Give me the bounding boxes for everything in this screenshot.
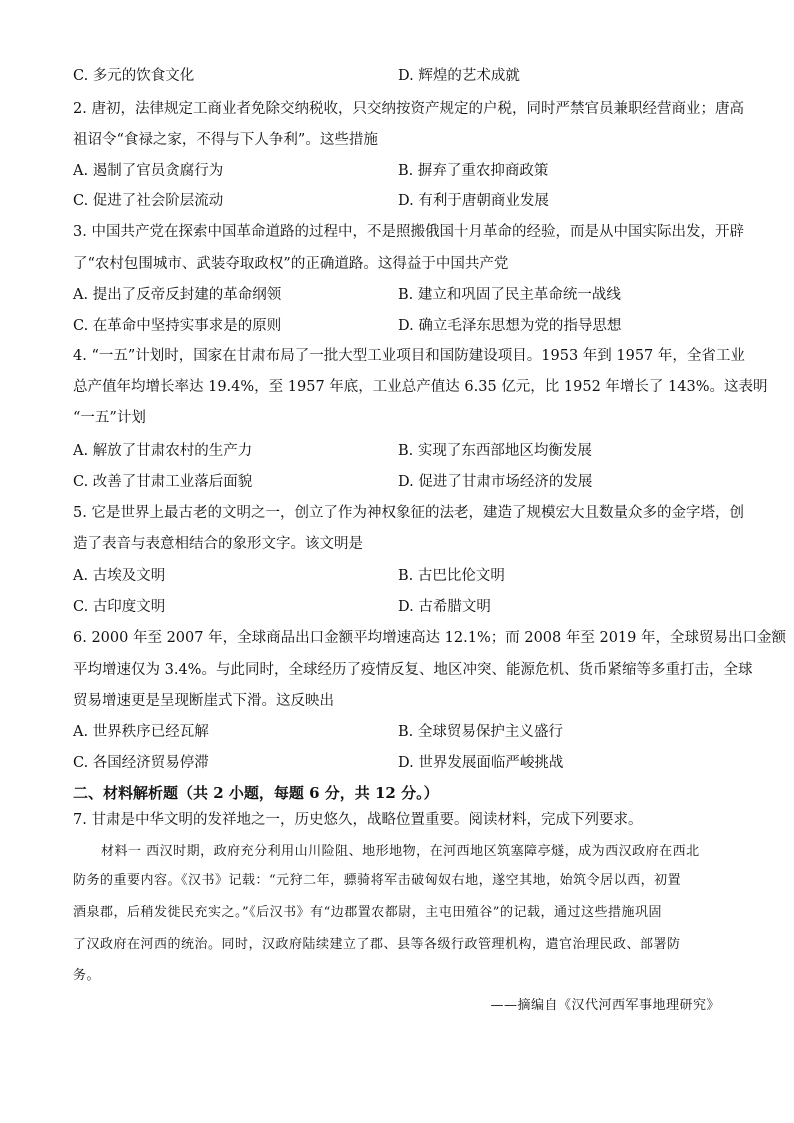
- q3-option-b: B. 建立和巩固了民主革命统一战线: [398, 287, 621, 303]
- q6-stem-line-2: 平均增速仅为 3.4%。与此同时，全球经历了疫情反复、地区冲突、能源危机、货币紧缩等多重打击，全球: [73, 662, 753, 678]
- section-2-title: 二、材料解析题（共 2 小题，每题 6 分，共 12 分。）: [73, 784, 439, 802]
- q4-option-d: D. 促进了甘肃市场经济的发展: [398, 474, 593, 490]
- q7-stem: 7. 甘肃是中华文明的发祥地之一，历史悠久，战略位置重要。阅读材料，完成下列要求。: [73, 812, 643, 828]
- q3-stem-line-2: 了“农村包围城市、武装夺取政权”的正确道路。这得益于中国共产党: [73, 256, 509, 272]
- q3-stem-line-1: 3. 中国共产党在探索中国革命道路的过程中，不是照搬俄国十月革命的经验，而是从中国实际出发，开辟: [73, 224, 744, 240]
- q7-material-line-4: 了汉政府在河西的统治。同时，汉政府陆续建立了郡、县等各级行政管理机构，遣官治理民政、部署防: [73, 937, 681, 952]
- q2-option-a: A. 遏制了官员贪腐行为: [73, 163, 224, 179]
- q7-source: ——摘编自《汉代河西军事地理研究》: [490, 998, 720, 1013]
- q1-option-c: C. 多元的饮食文化: [73, 68, 195, 84]
- q6-option-c: C. 各国经济贸易停滞: [73, 755, 209, 771]
- q5-option-a: A. 古埃及文明: [73, 568, 166, 584]
- q2-option-b: B. 摒弃了重农抑商政策: [398, 163, 549, 179]
- q7-material-line-5: 务。: [73, 968, 101, 983]
- q5-option-d: D. 古希腊文明: [398, 599, 491, 615]
- q3-option-d: D. 确立毛泽东思想为党的指导思想: [398, 318, 622, 334]
- q6-option-b: B. 全球贸易保护主义盛行: [398, 724, 563, 740]
- q1-option-d: D. 辉煌的艺术成就: [398, 68, 520, 84]
- q5-stem-line-2: 造了表音与表意相结合的象形文字。该文明是: [73, 536, 363, 552]
- q7-material-line-2: 防务的重要内容。《汉书》记载：“元狩二年，骠骑将军击破匈奴右地，遂空其地，始筑令居以西，初置: [73, 873, 682, 888]
- q4-option-c: C. 改善了甘肃工业落后面貌: [73, 474, 253, 490]
- q6-stem-line-3: 贸易增速更是呈现断崖式下滑。这反映出: [73, 693, 334, 709]
- q5-option-b: B. 古巴比伦文明: [398, 568, 505, 584]
- q5-stem-line-1: 5. 它是世界上最古老的文明之一，创立了作为神权象征的法老，建造了规模宏大且数量众多的金字塔，创: [73, 505, 744, 521]
- q4-option-b: B. 实现了东西部地区均衡发展: [398, 443, 592, 459]
- q4-stem-line-1: 4. “一五”计划时，国家在甘肃布局了一批大型工业项目和国防建设项目。1953 年到 1957 年，全省工业: [73, 348, 745, 364]
- q2-stem-line-2: 祖诏令“食禄之家，不得与下人争利”。这些措施: [73, 132, 378, 148]
- q3-option-c: C. 在革命中坚持实事求是的原则: [73, 318, 282, 334]
- q2-option-d: D. 有利于唐朝商业发展: [398, 193, 549, 209]
- q7-material-line-3: 酒泉郡，后稍发徙民充实之。”《后汉书》有“边郡置农都尉，主屯田殖谷”的记载，通过这些措施巩固: [73, 905, 662, 920]
- q6-option-d: D. 世界发展面临严峻挑战: [398, 755, 564, 771]
- q4-option-a: A. 解放了甘肃农村的生产力: [73, 443, 253, 459]
- q6-stem-line-1: 6. 2000 年至 2007 年，全球商品出口金额平均增速高达 12.1%；而 2008 年至 2019 年，全球贸易出口金额: [73, 630, 786, 646]
- q7-material-line-1: 材料一 西汉时期，政府充分利用山川险阻、地形地物，在河西地区筑塞障亭燧，成为西汉政府在西北: [101, 844, 700, 859]
- q4-stem-line-3: “一五”计划: [73, 410, 146, 426]
- q5-option-c: C. 古印度文明: [73, 599, 166, 615]
- q4-stem-line-2: 总产值年均增长率达 19.4%，至 1957 年底，工业总产值达 6.35 亿元，比 1952 年增长了 143%。这表明: [73, 379, 768, 395]
- q2-option-c: C. 促进了社会阶层流动: [73, 193, 224, 209]
- q6-option-a: A. 世界秩序已经瓦解: [73, 724, 209, 740]
- q2-stem-line-1: 2. 唐初，法律规定工商业者免除交纳税收，只交纳按资产规定的户税，同时严禁官员兼职经营商业；唐高: [73, 101, 744, 117]
- q3-option-a: A. 提出了反帝反封建的革命纲领: [73, 287, 282, 303]
